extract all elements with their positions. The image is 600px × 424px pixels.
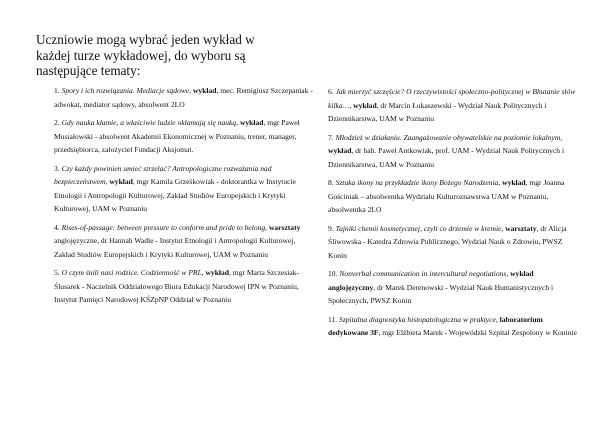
item-title: O czym śnili nasi rodzice. Codzienność w PRL, — [61, 268, 204, 277]
item-kind: wykład — [205, 268, 230, 277]
item-number: 11. — [328, 314, 338, 324]
item-details: , mgr Elżbieta Marek - Wojewódzki Szpital Zespolony w Koninie — [378, 328, 577, 337]
item-details: , mgr Kamila Grześkowiak - doktorantka w Instytucie Etnologii i Antropologii Kulturowej, Zakład Studiów Europejskich i Krytyki Kulturowej, UAM w Poznaniu — [54, 177, 296, 213]
item-kind: wykład — [109, 177, 133, 186]
item-kind: wykład anglojęzyczny — [328, 269, 534, 292]
item-kind: warsztaty — [505, 223, 537, 233]
item-number: 1. — [54, 86, 60, 95]
right-column — [328, 85, 578, 345]
item-details: , dr Alicja Śliwowska - Katedra Zdrowia Publicznego, Wydział Nauk o Zdrowiu, PWSZ Konin — [328, 223, 567, 260]
item-kind: wykład — [328, 146, 352, 155]
item-details: , dr hab. Paweł Antkowiak, prof. UAM - Wydział Nauk Politycznych i Dziennikarstwa, UAM w Poznaniu — [328, 146, 565, 169]
list-item — [54, 162, 316, 216]
item-kind: warsztaty — [268, 222, 301, 232]
item-details: , dr Marek Derenowski - Wydział Nauk Humanistycznych i Społecznych, PWSZ Konin — [328, 282, 554, 305]
list-item — [328, 267, 578, 308]
item-details: , mec. Remigiusz Szczepaniak - adwokat, mediator sądowy, absolwent 2LO — [54, 86, 313, 109]
item-kind: wykład — [239, 118, 264, 127]
item-details: , mgr Joanna Gościniak – absolwentka Wydziału Kulturoznawstwa UAM w Poznaniu, absolwentka 2LO — [328, 178, 565, 214]
item-details: , mgr Paweł Musiałowski - absolwent Akademii Ekonomicznej w Poznaniu, trener, manager, przedsiębiorca, założyciel Fundacji Aksjomat. — [54, 118, 300, 154]
item-kind: wykład — [353, 100, 377, 110]
item-title: Czy każdy powinien umieć strzelać? Antropologiczne rozważania nad bezpieczeństwem, — [54, 163, 272, 186]
list-item — [328, 85, 578, 126]
item-title: Sztuka ikony na przykładzie ikony Bożego Narodzenia, — [335, 178, 501, 187]
list-item — [328, 176, 578, 217]
item-title: Młodzież w działaniu. Zaangażowanie obywatelskie na poziomie lokalnym, — [335, 132, 563, 142]
item-kind: wykład — [502, 178, 526, 187]
item-details: , dr Marcin Łukaszewski - Wydział Nauk Politycznych i Dziennikarstwa, UAM w Poznaniu — [328, 100, 547, 123]
list-item — [54, 266, 316, 307]
item-kind: wykład — [192, 86, 217, 95]
list-item — [328, 222, 578, 263]
item-details: , mgr Marta Szczesiak-Ślusarek - Naczelnik Oddziałowego Biura Edukacji Narodowej IPN w Poznaniu, Instytut Pamięci Narodowej KŚZpNP Oddział w Poznaniu — [54, 268, 300, 304]
item-title: Spory i ich rozwiązania. Mediacje sądowe, — [61, 86, 192, 95]
item-number: 6. — [328, 87, 334, 96]
list-item — [54, 84, 316, 111]
item-kind: laboratorium dedykowane 3F — [328, 314, 543, 337]
list-item — [328, 313, 578, 340]
item-number: 9. — [328, 223, 334, 233]
list-item — [54, 116, 316, 157]
item-details: anglojęzyczne, dr Hannah Wadle - Instytut Etnologii i Antropologii Kulturowej, Zakład Studiów Europejskich i Krytyki Kulturowej, UAM w Poznaniu — [54, 236, 296, 259]
item-title: Tajniki chemii kosmetycznej, czyli co drzemie w kremie, — [335, 223, 504, 233]
item-title: Szpitalna diagnostyka histopatologiczna w praktyce, — [339, 314, 498, 324]
list-item — [328, 131, 578, 172]
item-number: 7. — [328, 132, 334, 142]
item-title: Nonverbal communication in intercultural negotiations, — [339, 269, 509, 278]
page-heading: Uczniowie mogą wybrać jeden wykład w każdej turze wykładowej, do wyboru są następujące tematy: — [36, 32, 255, 78]
list-item — [54, 221, 316, 262]
item-number: 10. — [328, 269, 338, 278]
item-number: 3. — [54, 163, 60, 173]
item-number: 2. — [54, 118, 60, 127]
item-number: 8. — [328, 178, 334, 187]
item-title: Jak mierzyć szczęście? O rzeczywistości społeczno-politycznej w Bhutanie słów kilka…, — [328, 87, 576, 110]
item-title: Gdy nauka kłamie, a właściwie ludzie okłamują się nauką, — [61, 118, 239, 127]
item-number: 4. — [54, 222, 60, 232]
item-title: Rises-of-passage: between pressure to conform and pride to belong, — [61, 222, 268, 232]
left-column — [54, 84, 316, 312]
item-number: 5. — [54, 268, 60, 277]
